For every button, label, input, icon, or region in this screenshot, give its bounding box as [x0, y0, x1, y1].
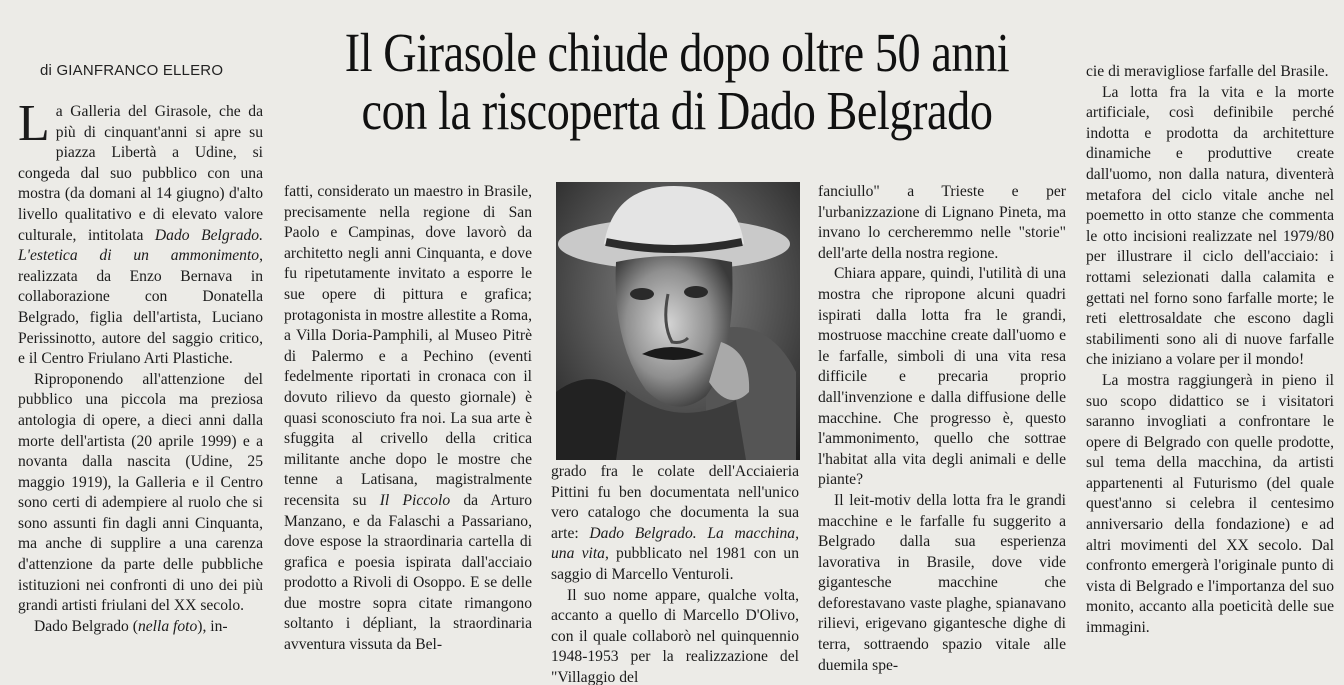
article-column-3: [551, 462, 799, 685]
paragraph: La mostra raggiungerà in pieno il suo scopo didattico se i visitatori saranno invogliati a confrontare le opere di Belgrado con quelle prodotte, sul tema della macchina, da artisti appartenenti al Futurismo (del quale quest'anno si celebra il centesimo anniversario della fondazione) e ad altri movimenti del XX secolo. Dal confronto emergerà l'originale punto di vista di Belgrado e l'importanza del suo monito, accanto alla poeticità delle sue immagini.: [1086, 371, 1334, 637]
text-run: ), in-: [197, 617, 228, 635]
paragraph: Chiara appare, quindi, l'utilità di una mostra che ripropone alcuni quadri ispirati dalla lotta fra le grandi, mostruose macchine create dall'uomo e le farfalle, simboli di una vita resa difficile e precaria proprio dall'invenzione e dalla diffusione delle macchine. Che progresso è, questo l'ammonimento, quello che sottrae l'habitat alla vita degli animali e delle piante?: [818, 265, 1066, 489]
article-column-1: [18, 95, 263, 637]
headline-line-1: Il Girasole chiude dopo oltre 50 anni: [344, 22, 1010, 83]
photo-reference: nella foto: [137, 617, 198, 635]
paragraph: Il leit-motiv della lotta fra le grandi macchine e le farfalle fu suggerito a Belgrado dalla sua esperienza lavorativa in Brasile, dove vide gigantesche macchine che deforestavano vaste plaghe, spianavano rilievi, erigevano gigantesche dighe di terra, sottraendo spazio vitale alle duemila spe-: [818, 491, 1066, 674]
text-run: grado fra le colate dell'Acciaieria Pittini fu ben documentata nell'unico vero catalogo che documenta la sua arte:: [551, 463, 799, 542]
text-run: fatti, considerato un maestro in Brasile, precisamente nella regione di San Paolo e Campinas, dove lavorò da architetto negli anni Cinquanta, e dove fu ripetutamente invitato a esporre le sue opere di pittura e grafica; protagonista in mostre allestite a Roma, a Villa Doria-Pamphili, al Museo Pitrè di Palermo e a Pechino (eventi fedelmente riportati in cronaca con il dovuto rilievo da questo giornale) è quasi sconosciuto fra noi. La sua arte è sfuggita al crivello della critica militante anche dopo le mostre che tenne a Latisana, magistralmente recensita su: [284, 183, 532, 509]
paragraph: [18, 617, 263, 638]
exhibition-title: Dado Belgrado. L'estetica di un ammonimento: [18, 226, 263, 265]
article-column-4: [818, 182, 1066, 676]
man-with-hat-image: [556, 182, 800, 460]
byline: di GIANFRANCO ELLERO: [40, 62, 224, 79]
lead-text-b: , realizzata da Enzo Bernava in collaborazione con Donatella Belgrado, figlia dell'artista, Luciano Perissinotto, autore del saggio critico, e il Centro Friulano Arti Plastiche.: [18, 247, 263, 368]
text-run: , pubblicato nel 1981 con un saggio di Marcello Venturoli.: [551, 545, 799, 583]
catalog-title: Dado Belgrado. La macchina, una vita: [551, 524, 799, 563]
paragraph: [284, 182, 532, 656]
paragraph: cie di meravigliose farfalle del Brasile.: [1086, 63, 1329, 80]
drop-cap: L: [18, 95, 50, 152]
headline-line-2: con la riscoperta di Dado Belgrado: [361, 80, 993, 141]
lead-text-a: a Galleria del Girasole, che da più di cinquant'anni si apre su piazza Libertà a Udine, si congeda dal suo pubblico con una mostra (da domani al 14 giugno) d'alto livello qualitativo e di elevato valore culturale, intitolata: [18, 103, 263, 244]
paragraph: fanciullo" a Trieste e per l'urbanizzazione di Lignano Pineta, ma invano lo cercheremmo nelle "storie" dell'arte della nostra regione.: [818, 183, 1066, 262]
paragraph: La lotta fra la vita e la morte artificiale, così definibile perché indotta e prodotta da architetture dinamiche e produttive create dall'uomo, non dalla natura, diventerà metafora del ciclo vitale anche nel poemetto in otto stanze che commenta le otto incisioni realizzate nel 1979/80 per illustrare il ciclo dell'acciaio: i rottami selezionati dalla calamita e gettati nel forno sono farfalle morte; le reti elettrosaldate che escono dagli stabilimenti sono ali di nuove farfalle che iniziano a volare per il mondo!: [1086, 83, 1334, 369]
portrait-photo: [556, 182, 800, 460]
paragraph: Il suo nome appare, qualche volta, accanto a quello di Marcello D'Olivo, con il quale collaborò nel quinquennio 1948-1953 per la realizzazione del "Villaggio del: [551, 586, 799, 685]
paragraph: [551, 462, 799, 586]
newspaper-title: Il Piccolo: [379, 491, 451, 509]
text-run: da Arturo Manzano, e da Falaschi a Passariano, dove espose la straordinaria cartella di grafica e poesia ispirata dall'acciaio prodotto a Rivoli di Osoppo. E se delle due mostre sopra citate rimangono soltanto i dépliant, la straordinaria avventura vissuta da Bel-: [284, 491, 533, 654]
paragraph: Riproponendo all'attenzione del pubblico una piccola ma preziosa antologia di opere, a dieci anni dalla morte dell'artista (20 aprile 1999) e a novanta dalla nascita (Udine, 25 maggio 1919), la Galleria e il Centro sono certi di adempiere al ruolo che si sono assunti fin dagli anni Cinquanta, ma anche di supplire a una carenza d'attenzione da parte delle pubbliche istituzioni nei confronti di uno dei più grandi artisti friulani del XX secolo.: [18, 370, 263, 615]
text-run: Dado Belgrado (: [34, 617, 138, 635]
headline: [333, 24, 1020, 140]
article-column-5: [1086, 62, 1334, 639]
lead-paragraph: [18, 95, 263, 370]
article-column-2: [284, 182, 532, 656]
